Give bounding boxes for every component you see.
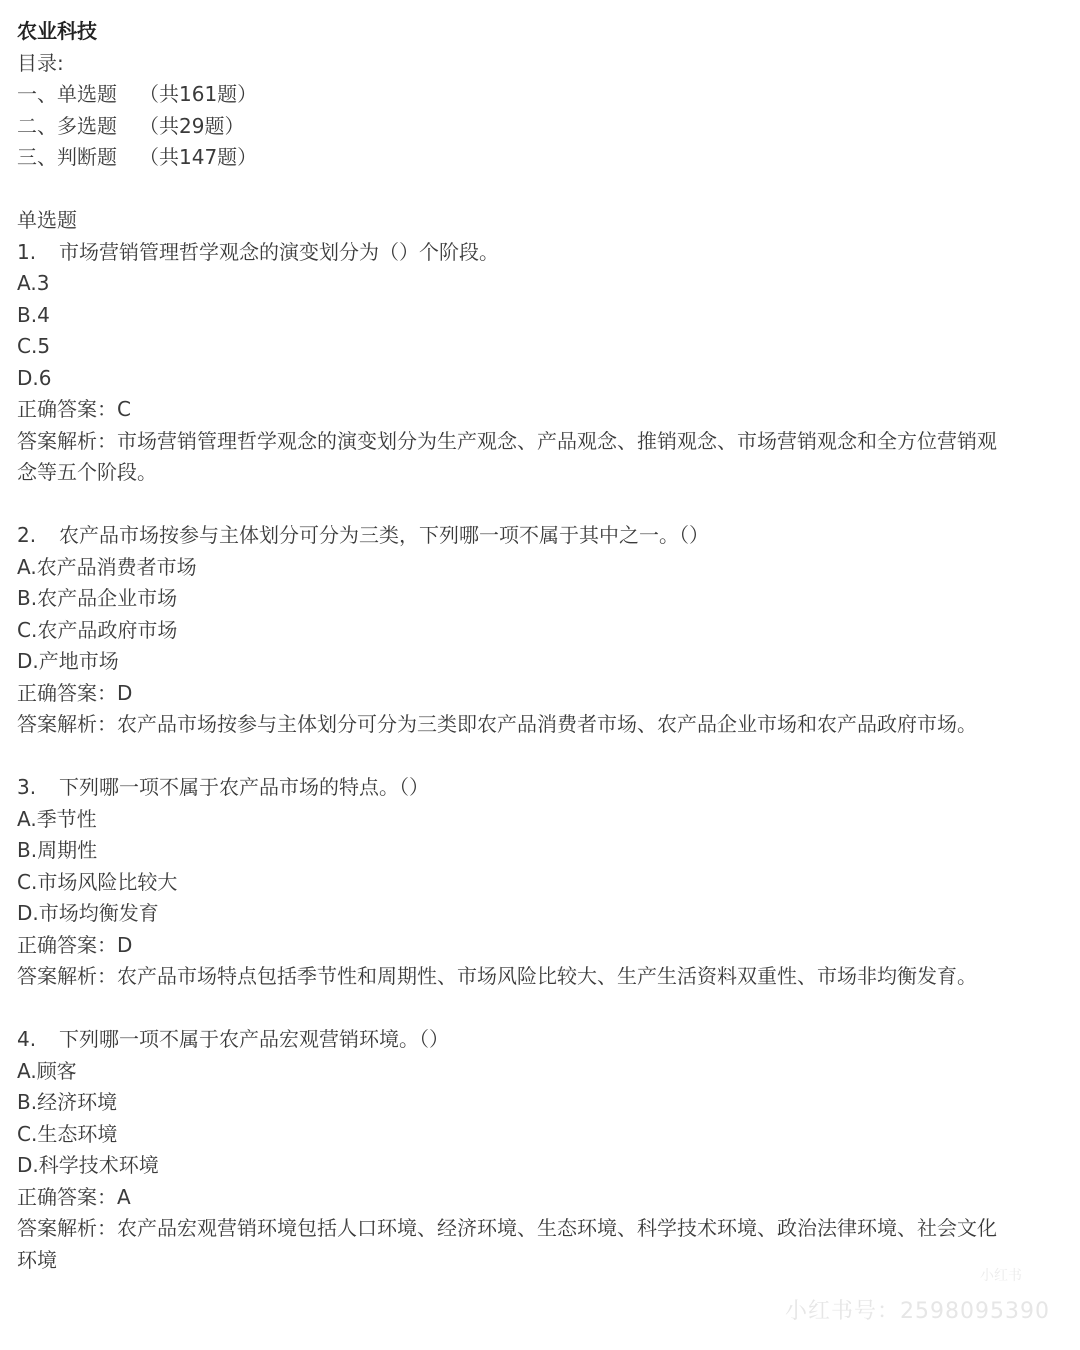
toc-item [17,111,1017,143]
section-heading: 单选题 [17,208,77,232]
question-text [17,237,1017,269]
answer-explanation: 答案解析：农产品市场按参与主体划分可分为三类即农产品消费者市场、农产品企业市场和农产品政府市场。 [17,712,977,736]
option-b: B.周期性 [17,838,98,862]
document-page [17,16,1017,1276]
question-block [17,237,1017,489]
toc-item-count: （共147题） [139,145,258,169]
option-d: D.6 [17,365,52,390]
toc-heading: 目录: [17,50,64,75]
correct-answer: 正确答案：C [17,397,131,421]
question-number: 3. [17,775,37,799]
spacer [17,993,1017,1025]
toc-item-count: （共29题） [139,113,245,138]
option-c: C.生态环境 [17,1121,118,1146]
toc-item-label: 一、单选题 [17,82,117,106]
option-b: B.农产品企业市场 [17,586,178,610]
question-text [17,772,1017,804]
toc-item [17,79,1017,111]
answer-explanation: 答案解析：农产品宏观营销环境包括人口环境、经济环境、生态环境、科学技术环境、政治法律环境、社会文化环境 [17,1216,997,1272]
option-d: D.市场均衡发育 [17,901,159,925]
correct-answer: 正确答案：D [17,680,133,705]
option-c: C.5 [17,334,51,358]
doc-title: 农业科技 [17,19,97,43]
toc-item-count: （共161题） [139,82,258,106]
watermark-id-text: 小红书号：2598095390 [785,1299,1050,1324]
toc-item-label: 二、多选题 [17,113,117,138]
option-c: C.农产品政府市场 [17,617,178,642]
question-number: 4. [17,1027,37,1051]
answer-explanation: 答案解析：市场营销管理哲学观念的演变划分为生产观念、产品观念、推销观念、市场营销观念和全方位营销观念等五个阶段。 [17,428,997,484]
spacer [17,174,1017,206]
spacer [17,741,1017,773]
answer-explanation: 答案解析：农产品市场特点包括季节性和周期性、市场风险比较大、生产生活资料双重性、市场非均衡发育。 [17,964,977,988]
question-block [17,1024,1017,1276]
option-a: A.季节性 [17,806,97,831]
question-block [17,772,1017,993]
question-text [17,520,1017,552]
correct-answer: 正确答案：A [17,1184,131,1209]
option-b: B.经济环境 [17,1090,118,1114]
toc-item-label: 三、判断题 [17,145,117,169]
option-a: A.农产品消费者市场 [17,554,197,579]
toc-item [17,142,1017,174]
option-d: D.科学技术环境 [17,1153,159,1177]
option-a: A.顾客 [17,1058,77,1083]
correct-answer: 正确答案：D [17,932,133,957]
question-stem: 市场营销管理哲学观念的演变划分为（）个阶段。 [59,239,499,264]
question-stem: 下列哪一项不属于农产品市场的特点。（） [59,775,429,799]
option-c: C.市场风险比较大 [17,869,178,894]
question-number: 1. [17,239,37,264]
question-text [17,1024,1017,1056]
spacer [17,489,1017,521]
option-b: B.4 [17,302,50,327]
question-stem: 农产品市场按参与主体划分可分为三类，下列哪一项不属于其中之一。（） [59,523,709,547]
question-number: 2. [17,523,37,547]
option-a: A.3 [17,271,50,295]
question-block [17,520,1017,741]
option-d: D.产地市场 [17,649,119,673]
question-stem: 下列哪一项不属于农产品宏观营销环境。（） [59,1027,449,1051]
watermark-logo-text: 小红书 [980,1268,1022,1284]
